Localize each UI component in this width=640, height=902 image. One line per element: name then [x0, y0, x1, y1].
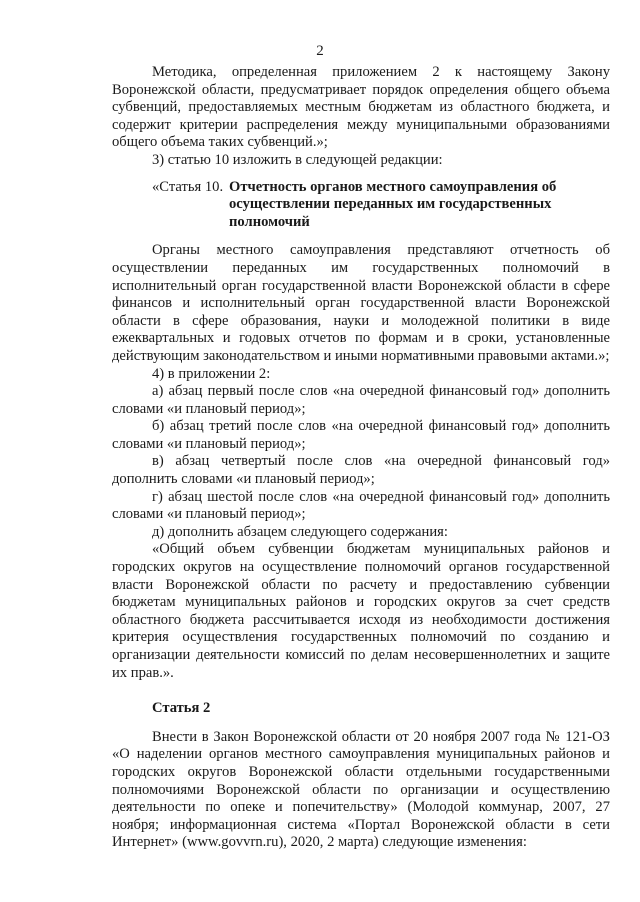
- paragraph-subvention-volume: «Общий объем субвенции бюджетам муниципальных районов и городских округов на осуществление полномочий органов государственной власти Воронежской области по расчету и предоставлению субвенции бюджетам муниципальных районов и городских округов за счет средств областного бюджета рассчитывается исходя из необходимости достижения критерия осуществления государственных полномочий по созданию и организации деятельности комиссий по делам несовершеннолетних и защите их прав.».: [112, 541, 610, 681]
- article-10-heading: [112, 179, 610, 232]
- article-10-title: Отчетность органов местного самоуправления об осуществлении переданных им государственных полномочий: [229, 178, 557, 230]
- paragraph-item-4g: г) абзац шестой после слов «на очередной финансовый год» дополнить словами «и плановый период»;: [112, 488, 610, 523]
- paragraph-item-4b: б) абзац третий после слов «на очередной финансовый год» дополнить словами «и плановый период»;: [112, 418, 610, 452]
- page-number: 2: [316, 43, 324, 59]
- paragraph-item-4v: в) абзац четвертый после слов «на очередной финансовый год» дополнить словами «и плановый период»;: [112, 453, 610, 488]
- paragraph-item-4d: д) дополнить абзацем следующего содержания:: [152, 523, 448, 540]
- paragraph-reporting: Органы местного самоуправления представляют отчетность об осуществлении переданных им государственных полномочий в исполнительный орган государственной власти Воронежской области в сфере финансов и исполнительный орган государственной власти Воронежской области в сфере образования, науки и молодежной политики в виде ежеквартальных и годовых отчетов по формам и в сроки, установленные действующим законодательством и иными нормативными правовыми актами.»;: [112, 242, 610, 364]
- paragraph-article-2: Внести в Закон Воронежской области от 20 ноября 2007 года № 121-ОЗ «О наделении органов местного самоуправления муниципальных районов и городских округов Воронежской области отдельными государственными полномочиями Воронежской области по организации и осуществлению деятельности по опеке и попечительству» (Молодой коммунар, 2007, 27 ноября; информационная система «Портал Воронежской области в сети Интернет» (www.govvrn.ru), 2020, 2 марта) следующие изменения:: [112, 728, 610, 851]
- paragraph-item-4: 4) в приложении 2:: [152, 365, 271, 382]
- paragraph-item-4a: а) абзац первый после слов «на очередной финансовый год» дополнить словами «и плановый период»;: [112, 383, 610, 417]
- article-10-label: «Статья 10.: [152, 178, 224, 195]
- paragraph-methodology: Методика, определенная приложением 2 к настоящему Закону Воронежской области, предусматривает порядок определения общего объема субвенций, предоставляемых местным бюджетам из областного бюджета, и содержит критерии распределения между муниципальными образованиями общего объема таких субвенций.»;: [112, 64, 610, 151]
- document-body: [112, 64, 610, 852]
- article-2-heading: Статья 2: [152, 700, 211, 717]
- paragraph-item-3: 3) статью 10 изложить в следующей редакции:: [152, 151, 443, 168]
